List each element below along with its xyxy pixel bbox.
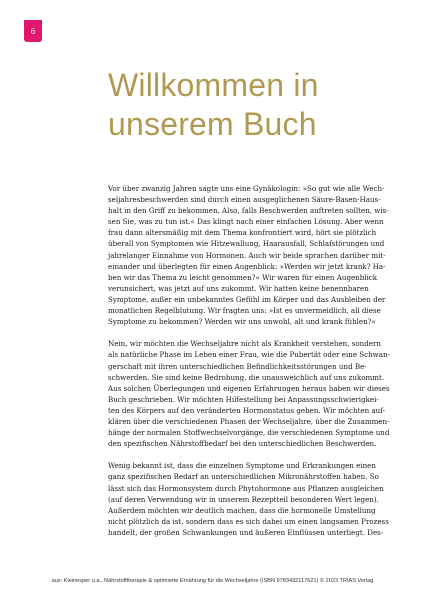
text-line: nicht plötzlich da ist, sondern dass es sich dabei um einen langsamen Prozess (108, 516, 389, 526)
text-line: den spezifischen Nährstoffbedarf bei den unterschiedlichen Beschwerden. (108, 439, 377, 449)
text-line: Symptome zu bekommen? Werden wir uns unwohl, alt und krank fühlen?« (108, 317, 376, 327)
title-line: Willkommen in (108, 67, 319, 103)
text-line: klären über die verschiedenen Phasen der Wechseljahre, über die Zusammen- (108, 416, 390, 426)
text-line: ganz spezifischen Bedarf an unterschiedlichen Mikronährstoffen haben. So (108, 472, 379, 482)
text-line: ben wir das Thema zu leicht genommen?« Wir waren für einen Augenblick (108, 272, 378, 282)
paragraph (108, 460, 408, 538)
text-line: frau dann altersmäßig mit dem Thema konfrontiert wird, hört sie plötzlich (108, 228, 377, 238)
text-line: monatlichen Regelblutung. Wir fragten uns: »Ist es unvermeidlich, all diese (108, 306, 381, 316)
page-number: 6 (30, 26, 36, 36)
text-line: handelt, der großen Schwankungen und äußeren Einflüssen unterliegt. Des- (108, 527, 384, 537)
text-line: schwerden. Sie sind keine Bedrohung, die unausweichlich auf uns zukommt. (108, 372, 385, 382)
body-text (108, 183, 408, 538)
page-number-badge (24, 20, 42, 42)
text-line: ten des Körpers auf den veränderten Hormonstatus geben. Wir möchten auf- (108, 405, 386, 415)
text-line: halt in den Griff zu bekommen. Also, falls Beschwerden auftreten sollten, wis- (108, 206, 389, 216)
text-line: Wenig bekannt ist, dass die einzelnen Symptome und Erkrankungen einen (108, 461, 376, 471)
text-line: Vor über zwanzig Jahren sagte uns eine Gynäkologin: »So gut wie alle Wech- (108, 184, 385, 193)
text-line: einander und überlegten für einen Augenblick: »Werden wir jetzt krank? Ha- (108, 261, 386, 271)
text-line: lässt sich das Hormonsystem durch Phytohormone aus Pflanzen ausgleichen (108, 483, 384, 493)
text-line: als natürliche Phase im Leben einer Frau, wie die Pubertät oder eine Schwan- (108, 350, 390, 360)
text-line: jahrelanger Einnahme von Hormonen. Auch wir beide sprachen darüber mit- (108, 250, 386, 260)
text-line: sen Sie, was zu tun ist.« Das klingt nach einer einfachen Lösung. Aber wenn (108, 217, 384, 227)
text-line: verunsichert, was jetzt auf uns zukommt. Wir hatten keine benennbaren (108, 283, 369, 293)
text-line: Aus solchen Überlegungen und eigenen Erfahrungen heraus haben wir dieses (108, 383, 390, 393)
text-line: hänge der normalen Stoffwechselvorgänge, die verschiedenen Symptome und (108, 428, 390, 438)
text-line: gerschaft mit ihren unterschiedlichen Befindlichkeitsstörungen und Be- (108, 361, 367, 371)
text-line: Symptome, außer ein unbekanntes Gefühl im Körper und das Ausbleiben der (108, 294, 386, 304)
text-line: überall von Symptomen wie Hitzewallung, Haarausfall, Schlafstörungen und (108, 239, 385, 249)
text-line: Außerdem möchten wir deutlich machen, dass die hormonelle Umstellung (108, 505, 376, 515)
source-citation: aus: Kleinesper u.a., Nährstofftherapie & optimierte Ernährung für die Wechseljahre (ISBN 9783432117621) © 2023 TRIAS Verlag (51, 578, 374, 584)
title-line: unserem Buch (108, 106, 317, 142)
page-title (108, 66, 408, 144)
text-line: Buch geschrieben. Wir möchten Hilfestellung bei Anpassungsschwierigkei- (108, 394, 379, 404)
paragraph (108, 183, 408, 327)
text-line: seljahresbeschwerden sind durch einen ausgeglichenen Säure-Basen-Haus- (108, 195, 381, 205)
text-line: Nein, wir möchten die Wechseljahre nicht als Krankheit verstehen, sondern (108, 339, 381, 349)
text-line: (auf deren Verwendung wir in unserem Rezeptteil besonderen Wert legen). (108, 494, 379, 504)
paragraph (108, 338, 408, 449)
